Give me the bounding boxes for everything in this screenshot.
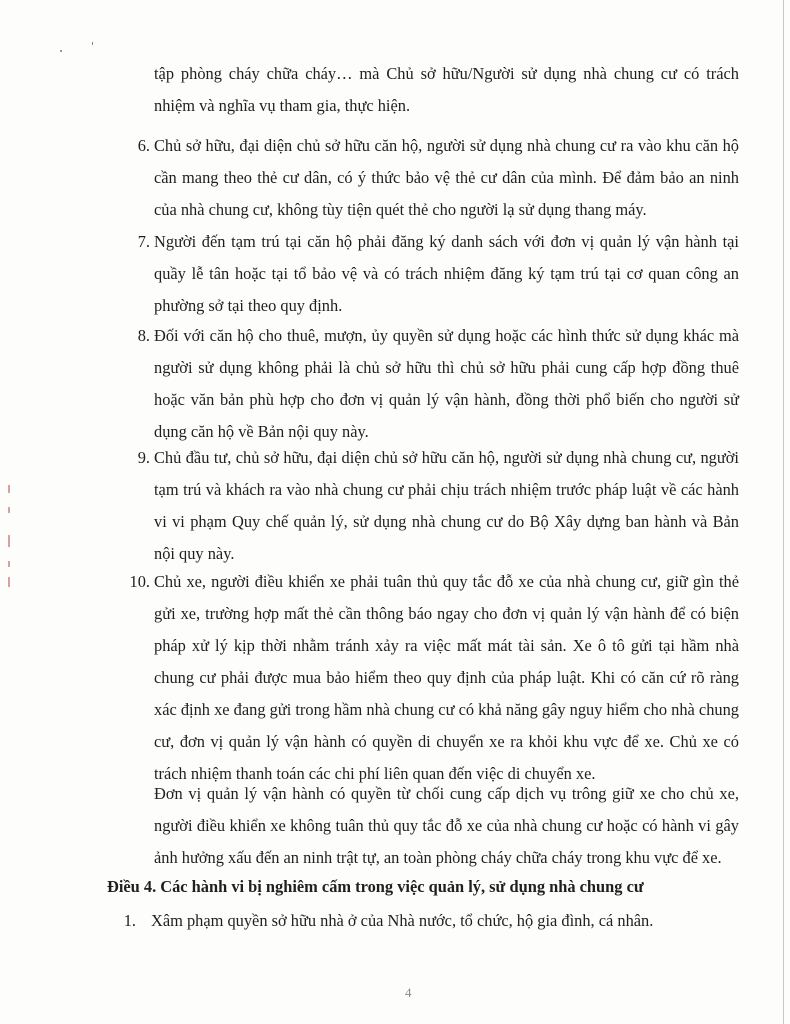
- list-item-text: Đối với căn hộ cho thuê, mượn, ủy quyền sử dụng hoặc các hình thức sử dụng khác mà người sử dụng không phải là chủ sở hữu thì chủ sở hữu phải cung cấp hợp đồng thuê hoặc văn bản phù hợp cho đơn vị quản lý vận hành, đồng thời phổ biến cho người sử dụng căn hộ về Bản nội quy này.: [154, 326, 739, 441]
- list-item-text: Chủ xe, người điều khiển xe phải tuân thủ quy tắc đỗ xe của nhà chung cư, giữ gìn thẻ gửi xe, trường hợp mất thẻ cần thông báo ngay cho đơn vị quản lý vận hành để có biện pháp xử lý kịp thời nhằm tránh xảy ra việc mất mát tài sản. Xe ô tô gửi tại hầm nhà chung cư phải được mua bảo hiểm theo quy định của pháp luật. Khi có căn cứ rõ ràng xác định xe đang gửi trong hầm nhà chung cư có khả năng gây nguy hiểm cho nhà chung cư, đơn vị quản lý vận hành có quyền di chuyển xe ra khỏi khu vực để xe. Chủ xe có trách nhiệm thanh toán các chi phí liên quan đến việc di chuyển xe.: [154, 572, 739, 783]
- list-item-number: 1.: [123, 911, 136, 930]
- list-item-number: 10.: [129, 572, 150, 591]
- item10-followup: Đơn vị quản lý vận hành có quyền từ chối cung cấp dịch vụ trông giữ xe cho chủ xe, người điều khiển xe không tuân thủ quy tắc đỗ xe của nhà chung cư hoặc có hành vi gây ảnh hưởng xấu đến an ninh trật tự, an toàn phòng cháy chữa cháy trong khu vực để xe.: [154, 784, 739, 867]
- list-item-number: 7.: [137, 232, 150, 251]
- scan-edge-line: [783, 0, 784, 1024]
- list-item-number: 9.: [137, 448, 150, 467]
- list-item-text: Chủ sở hữu, đại diện chủ sở hữu căn hộ, người sử dụng nhà chung cư ra vào khu căn hộ cần mang theo thẻ cư dân, có ý thức bảo vệ thẻ cư dân của mình. Để đảm bảo an ninh của nhà chung cư, không tùy tiện quét thẻ cho người lạ sử dụng thang máy.: [154, 136, 739, 219]
- page-number: 4: [405, 985, 412, 1000]
- list-item-number: 8.: [137, 326, 150, 345]
- list-item-text: Người đến tạm trú tại căn hộ phải đăng ký danh sách với đơn vị quản lý vận hành tại quầy lễ tân hoặc tại tổ bảo vệ và có trách nhiệm đăng ký tạm trú tại cơ quan công an phường sở tại theo quy định.: [154, 232, 739, 315]
- intro-continuation: tập phòng cháy chữa cháy… mà Chủ sở hữu/Người sử dụng nhà chung cư có trách nhiệm và nghĩa vụ tham gia, thực hiện.: [154, 64, 739, 115]
- article-heading: Điều 4. Các hành vi bị nghiêm cấm trong việc quản lý, sử dụng nhà chung cư: [107, 877, 644, 896]
- scan-speck: [92, 42, 93, 45]
- list-item-text: Xâm phạm quyền sở hữu nhà ở của Nhà nước, tổ chức, hộ gia đình, cá nhân.: [151, 911, 654, 930]
- scan-speck: [60, 50, 62, 52]
- scan-margin-marks: [8, 485, 16, 595]
- list-item-number: 6.: [137, 136, 150, 155]
- list-item-text: Chủ đầu tư, chủ sở hữu, đại diện chủ sở hữu căn hộ, người sử dụng nhà chung cư, người tạm trú và khách ra vào nhà chung cư phải chịu trách nhiệm trước pháp luật về các hành vi vi phạm Quy chế quản lý, sử dụng nhà chung cư do Bộ Xây dựng ban hành và Bản nội quy này.: [154, 448, 739, 563]
